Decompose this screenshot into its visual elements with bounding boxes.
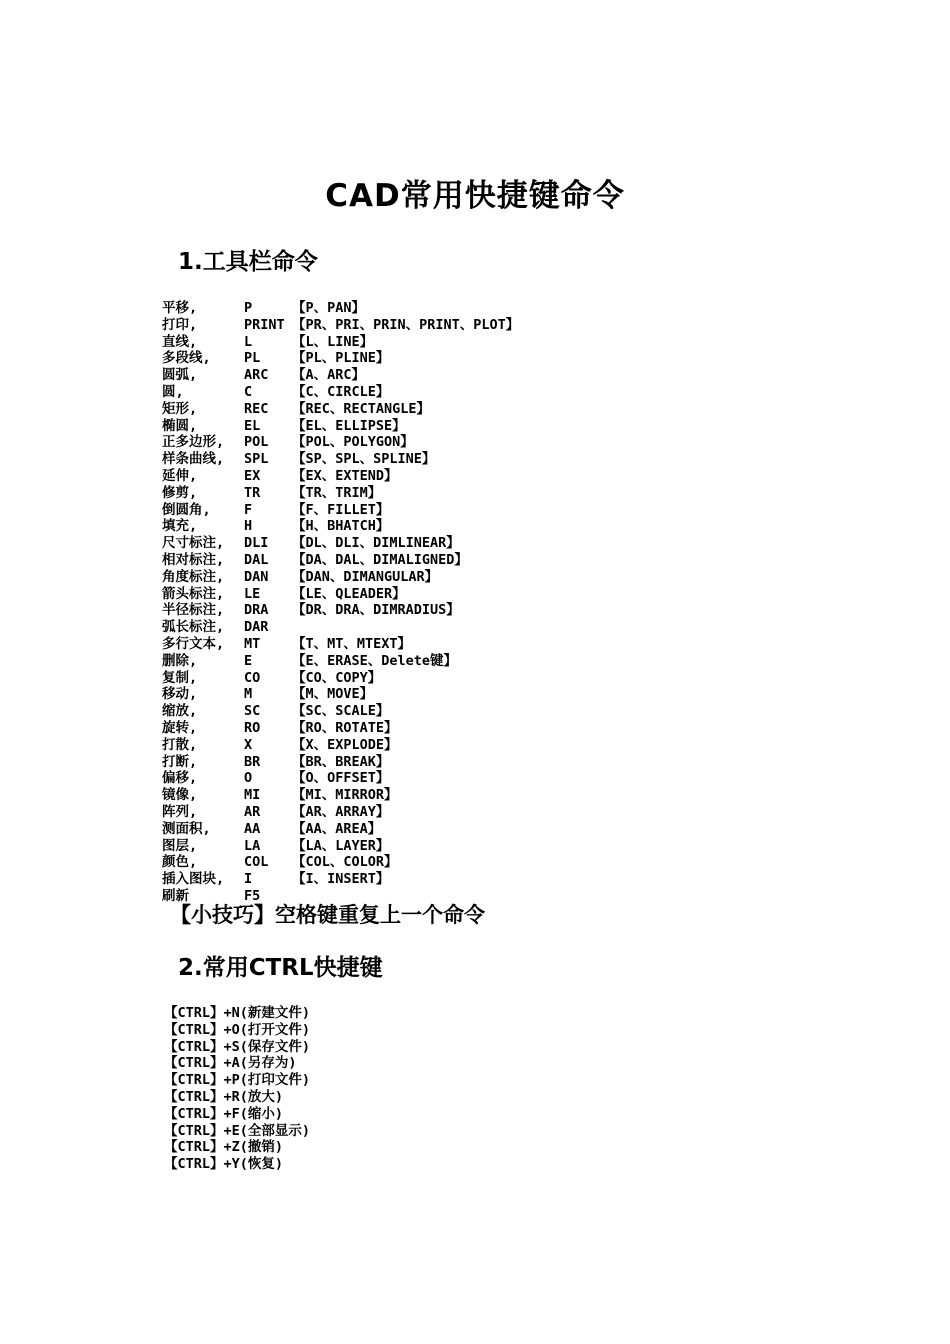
tip-text: 【小技巧】空格键重复上一个命令	[170, 903, 485, 927]
command-aliases: 【RO、ROTATE】	[292, 719, 398, 736]
command-name: 缩放,	[162, 703, 198, 720]
section-heading-toolbar-commands: 1.工具栏命令	[178, 249, 318, 275]
section-heading-ctrl-shortcuts: 2.常用CTRL快捷键	[178, 955, 383, 981]
command-aliases: 【DA、DAL、DIMALIGNED】	[292, 551, 468, 568]
toolbar-command-list	[162, 300, 682, 905]
command-row	[162, 569, 682, 586]
command-name: 填充,	[162, 518, 198, 535]
ctrl-shortcut-row: 【CTRL】+R(放大)	[164, 1088, 284, 1105]
command-row	[162, 586, 682, 603]
command-row	[162, 770, 682, 787]
command-shortcut: C	[244, 383, 253, 400]
command-row	[162, 619, 682, 636]
ctrl-shortcut-row: 【CTRL】+Y(恢复)	[164, 1156, 284, 1173]
command-aliases: 【DAN、DIMANGULAR】	[292, 568, 439, 585]
command-row	[162, 804, 682, 821]
command-aliases: 【EL、ELLIPSE】	[292, 417, 406, 434]
command-row	[162, 670, 682, 687]
command-name: 矩形,	[162, 400, 198, 417]
command-name: 椭圆,	[162, 417, 198, 434]
command-shortcut: PL	[244, 350, 261, 367]
command-name: 移动,	[162, 686, 198, 703]
command-shortcut: F5	[244, 887, 261, 904]
command-row	[162, 754, 682, 771]
command-aliases: 【E、ERASE、Delete键】	[292, 652, 458, 669]
command-shortcut: DAN	[244, 568, 269, 585]
command-name: 阵列,	[162, 803, 198, 820]
command-aliases: 【F、FILLET】	[292, 501, 390, 518]
command-aliases: 【MI、MIRROR】	[292, 787, 398, 804]
command-row	[162, 838, 682, 855]
command-name: 打散,	[162, 736, 198, 753]
ctrl-shortcut-row: 【CTRL】+E(全部显示)	[164, 1122, 311, 1139]
command-aliases: 【SP、SPL、SPLINE】	[292, 451, 436, 468]
command-row	[162, 871, 682, 888]
command-shortcut: COL	[244, 854, 269, 871]
command-name: 镜像,	[162, 787, 198, 804]
command-shortcut: L	[244, 333, 253, 350]
command-aliases: 【BR、BREAK】	[292, 753, 390, 770]
command-row	[162, 854, 682, 871]
command-shortcut: DAR	[244, 619, 269, 636]
command-row	[162, 300, 682, 317]
command-aliases: 【EX、EXTEND】	[292, 467, 398, 484]
command-shortcut: TR	[244, 484, 261, 501]
command-shortcut: PRINT	[244, 316, 285, 333]
command-aliases: 【COL、COLOR】	[292, 854, 398, 871]
command-shortcut: ARC	[244, 367, 269, 384]
command-aliases: 【TR、TRIM】	[292, 484, 382, 501]
ctrl-shortcut-row: 【CTRL】+Z(撤销)	[164, 1139, 284, 1156]
command-row	[162, 418, 682, 435]
command-row	[162, 787, 682, 804]
command-name: 相对标注,	[162, 551, 225, 568]
command-aliases	[292, 619, 682, 636]
command-row	[162, 502, 682, 519]
command-aliases: 【P、PAN】	[292, 300, 366, 316]
command-aliases: 【M、MOVE】	[292, 686, 374, 703]
command-aliases: 【X、EXPLODE】	[292, 736, 398, 753]
command-name: 颜色,	[162, 854, 198, 871]
command-aliases: 【REC、RECTANGLE】	[292, 400, 431, 417]
command-row	[162, 350, 682, 367]
command-name: 角度标注,	[162, 568, 225, 585]
command-row	[162, 401, 682, 418]
command-aliases: 【LA、LAYER】	[292, 837, 390, 854]
ctrl-shortcut-row: 【CTRL】+F(缩小)	[164, 1105, 284, 1122]
command-shortcut: SPL	[244, 451, 269, 468]
command-shortcut: RO	[244, 719, 261, 736]
command-aliases: 【AA、AREA】	[292, 820, 382, 837]
command-shortcut: E	[244, 652, 253, 669]
command-row	[162, 518, 682, 535]
command-row	[162, 636, 682, 653]
command-name: 半径标注,	[162, 602, 225, 619]
ctrl-shortcut-row: 【CTRL】+O(打开文件)	[164, 1021, 311, 1038]
command-shortcut: REC	[244, 400, 269, 417]
command-aliases: 【T、MT、MTEXT】	[292, 635, 412, 652]
command-name: 复制,	[162, 669, 198, 686]
ctrl-shortcut-list	[164, 1005, 310, 1173]
command-shortcut: LE	[244, 585, 261, 602]
command-aliases: 【A、ARC】	[292, 367, 366, 384]
command-aliases: 【I、INSERT】	[292, 871, 390, 888]
command-shortcut: BR	[244, 753, 261, 770]
command-shortcut: MI	[244, 787, 261, 804]
command-row	[162, 720, 682, 737]
command-shortcut: DRA	[244, 602, 269, 619]
command-row	[162, 552, 682, 569]
command-shortcut: X	[244, 736, 253, 753]
command-aliases: 【LE、QLEADER】	[292, 585, 406, 602]
command-name: 圆,	[162, 383, 184, 400]
command-shortcut: LA	[244, 837, 261, 854]
command-row	[162, 334, 682, 351]
command-name: 测面积,	[162, 820, 211, 837]
command-name: 尺寸标注,	[162, 535, 225, 552]
document-title: CAD常用快捷键命令	[325, 178, 625, 214]
command-shortcut: AA	[244, 820, 261, 837]
command-shortcut: DLI	[244, 535, 269, 552]
command-aliases: 【PR、PRI、PRIN、PRINT、PLOT】	[292, 316, 520, 333]
command-name: 刷新	[162, 887, 189, 904]
command-shortcut: CO	[244, 669, 261, 686]
command-name: 倒圆角,	[162, 501, 211, 518]
command-shortcut: MT	[244, 635, 261, 652]
command-aliases: 【H、BHATCH】	[292, 518, 390, 535]
command-shortcut: DAL	[244, 551, 269, 568]
ctrl-shortcut-row: 【CTRL】+S(保存文件)	[164, 1038, 311, 1055]
command-shortcut: I	[244, 871, 253, 888]
command-shortcut: EX	[244, 467, 261, 484]
command-row	[162, 485, 682, 502]
command-aliases: 【O、OFFSET】	[292, 770, 390, 787]
command-row	[162, 317, 682, 334]
command-row	[162, 384, 682, 401]
command-row	[162, 451, 682, 468]
command-name: 箭头标注,	[162, 585, 225, 602]
command-name: 平移,	[162, 300, 198, 316]
command-row	[162, 434, 682, 451]
command-name: 图层,	[162, 837, 198, 854]
ctrl-shortcut-row: 【CTRL】+P(打印文件)	[164, 1072, 311, 1089]
command-shortcut: O	[244, 770, 253, 787]
command-name: 圆弧,	[162, 367, 198, 384]
command-shortcut: M	[244, 686, 253, 703]
command-name: 打印,	[162, 316, 198, 333]
command-shortcut: AR	[244, 803, 261, 820]
command-shortcut: H	[244, 518, 253, 535]
command-name: 直线,	[162, 333, 198, 350]
command-shortcut: F	[244, 501, 253, 518]
command-aliases: 【POL、POLYGON】	[292, 434, 414, 451]
command-name: 插入图块,	[162, 871, 225, 888]
command-shortcut: SC	[244, 703, 261, 720]
command-row	[162, 602, 682, 619]
command-name: 样条曲线,	[162, 451, 225, 468]
ctrl-shortcut-row: 【CTRL】+N(新建文件)	[164, 1005, 311, 1021]
command-row	[162, 367, 682, 384]
command-name: 旋转,	[162, 719, 198, 736]
command-row	[162, 535, 682, 552]
command-shortcut: P	[244, 300, 253, 316]
command-name: 打断,	[162, 753, 198, 770]
command-name: 正多边形,	[162, 434, 225, 451]
command-row	[162, 468, 682, 485]
command-row	[162, 737, 682, 754]
command-aliases: 【AR、ARRAY】	[292, 803, 390, 820]
command-name: 多段线,	[162, 350, 211, 367]
command-name: 删除,	[162, 652, 198, 669]
command-row	[162, 703, 682, 720]
command-name: 弧长标注,	[162, 619, 225, 636]
command-aliases: 【SC、SCALE】	[292, 703, 390, 720]
command-aliases: 【DR、DRA、DIMRADIUS】	[292, 602, 460, 619]
command-aliases: 【DL、DLI、DIMLINEAR】	[292, 535, 460, 552]
command-shortcut: POL	[244, 434, 269, 451]
command-name: 多行文本,	[162, 635, 225, 652]
command-aliases: 【PL、PLINE】	[292, 350, 390, 367]
command-aliases: 【L、LINE】	[292, 333, 374, 350]
command-aliases: 【C、CIRCLE】	[292, 383, 390, 400]
ctrl-shortcut-row: 【CTRL】+A(另存为)	[164, 1055, 297, 1072]
command-row	[162, 686, 682, 703]
command-row	[162, 821, 682, 838]
command-name: 延伸,	[162, 467, 198, 484]
command-row	[162, 653, 682, 670]
command-name: 修剪,	[162, 484, 198, 501]
command-shortcut: EL	[244, 417, 261, 434]
command-aliases: 【CO、COPY】	[292, 669, 382, 686]
command-name: 偏移,	[162, 770, 198, 787]
